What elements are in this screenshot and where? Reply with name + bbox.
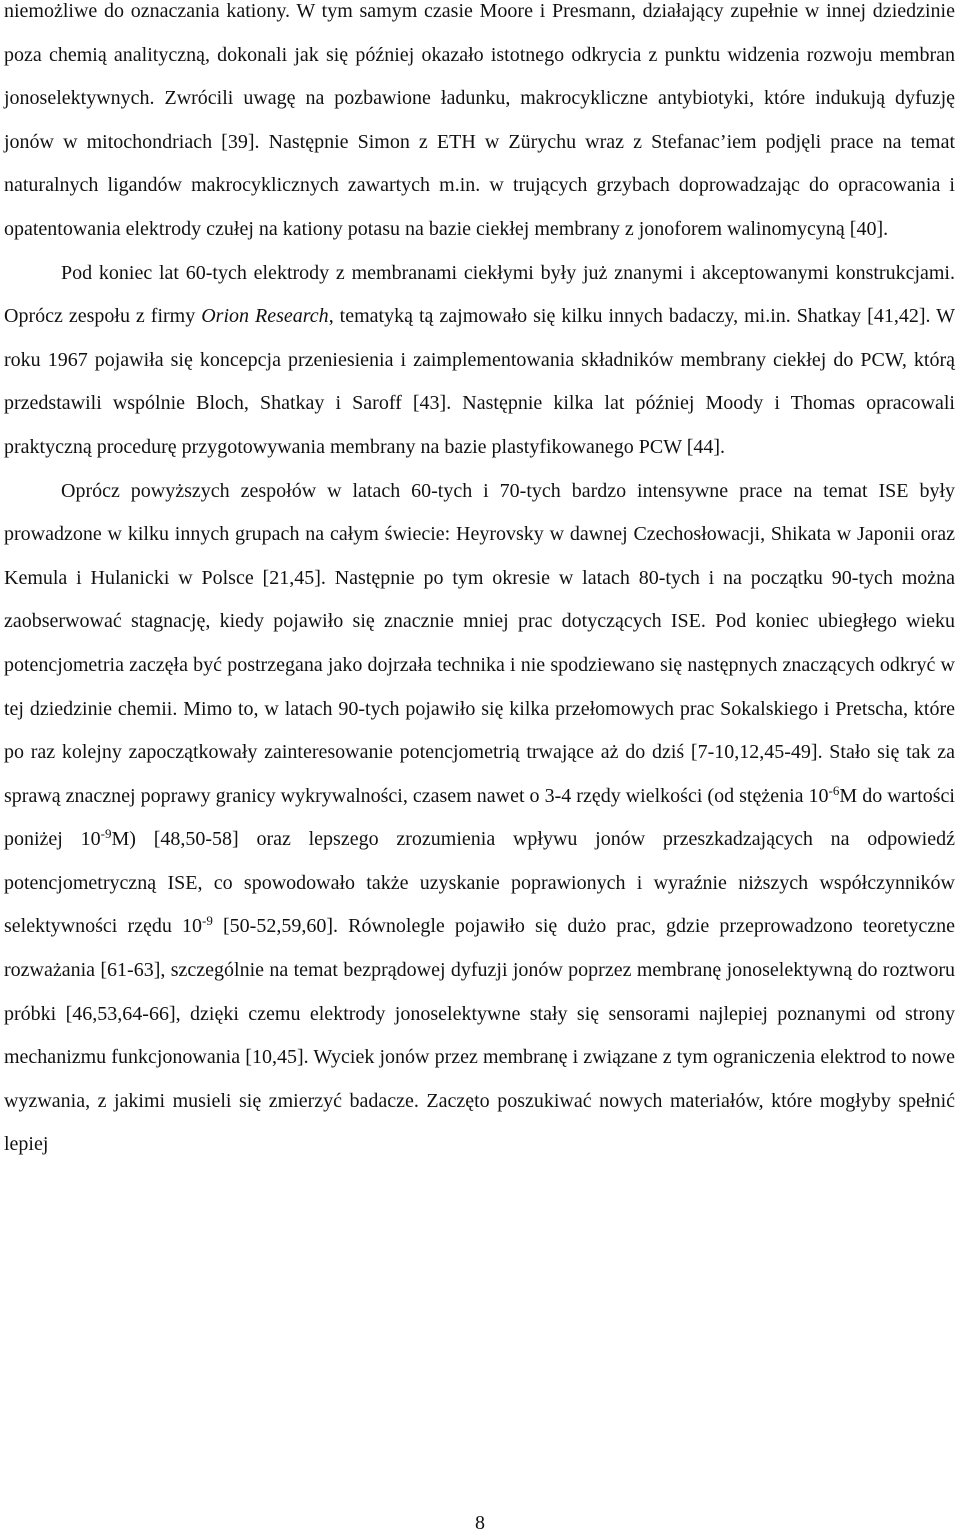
power-base-3: 10: [182, 915, 203, 938]
paragraph-1-text: niemożliwe do oznaczania kationy. W tym samym czasie Moore i Presmann, działający zupełnie w innej dziedzinie poza chemią analityczną, dokonali jak się później okazało istotnego odkrycia z punktu widzenia rozwoju membran jonoselektywnych. Zwrócili uwagę na pozbawione ładunku, makrocykliczne antybiotyki, które indukują dyfuzję jonów w mitochondriach [39]. Następnie Simon z ETH w Zürychu wraz z Stefanac’iem podjęli prace na temat naturalnych ligandów makrocyklicznych zawartych m.in. w trujących grzybach doprowadzając do opracowania i opatentowania elektrody czułej na kationy potasu na bazie ciekłej membrany z jonoforem walinomycyną [40].: [4, 0, 955, 240]
exponent-3: -9: [202, 913, 213, 929]
exponent-1: -6: [828, 782, 840, 798]
exponent-2: -9: [100, 826, 112, 842]
paragraph-3-text-c: M) [48,50-58] oraz lepszego zrozumienia wpływu jonów przeszkadzających na odpowiedź potencjometryczną ISE, co spowodowało także uzyskanie poprawionych i wyraźnie niższych współczynników selektywności rzędu: [4, 828, 955, 938]
power-base-2: 10: [80, 828, 101, 851]
paragraph-2-text-a: Pod koniec lat 60-tych elektrody z membranami ciekłymi były już znanymi i akceptowanymi konstrukcjami. Oprócz zespołu z firmy: [4, 261, 955, 328]
paragraph-1: [4, 0, 955, 252]
paragraph-2: [4, 252, 955, 470]
power-base-1: 10: [808, 784, 829, 807]
paragraph-3-text-d: [50-52,59,60]. Równolegle pojawiło się dużo prac, gdzie przeprowadzono teoretyczne rozważania [61-63], szczególnie na temat bezprądowej dyfuzji jonów poprzez membranę jonoselektywną do roztworu próbki [46,53,64-66], dzięki czemu elektrody jonoselektywne stały się sensorami najlepiej poznanymi od strony mechanizmu funkcjonowania [10,45]. Wyciek jonów przez membranę i związane z tym ograniczenia elektrod to nowe wyzwania, z jakimi musieli się zmierzyć badacze. Zaczęto poszukiwać nowych materiałów, które mogłyby spełnić lepiej: [4, 915, 955, 1156]
company-name-italic: Orion Research: [201, 305, 329, 328]
paragraph-3: [4, 470, 955, 1168]
paragraph-3-text-b: M do wartości poniżej: [4, 784, 955, 851]
page-number: 8: [475, 1512, 485, 1534]
paragraph-3-text-a: Oprócz powyższych zespołów w latach 60-tych i 70-tych bardzo intensywne prace na temat ISE były prowadzone w kilku innych grupach na całym świecie: Heyrovsky w dawnej Czechosłowacji, Shikata w Japonii oraz Kemula i Hulanicki w Polsce [21,45]. Następnie po tym okresie w latach 80-tych i na początku 90-tych można zaobserwować stagnację, kiedy pojawiło się znacznie mniej prac dotyczących ISE. Pod koniec ubiegłego wieku potencjometria zaczęła być postrzegana jako dojrzała technika i nie spodziewano się następnych znaczących odkryć w tej dziedzinie chemii. Mimo to, w latach 90-tych pojawiło się kilka przełomowych prac Sokalskiego i Pretscha, które po raz kolejny zapoczątkowały zainteresowanie potencjometrią trwające aż do dziś [7-10,12,45-49]. Stało się tak za sprawą znacznej poprawy granicy wykrywalności, czasem nawet o 3-4 rzędy wielkości (od stężenia: [4, 479, 955, 807]
paragraph-2-text-b: , tematyką tą zajmowało się kilku innych badaczy, mi.in. Shatkay [41,42]. W roku 1967 pojawiła się koncepcja przeniesienia i zaimplementowania składników membrany ciekłej do PCW, którą przedstawili wspólnie Bloch, Shatkay i Saroff [43]. Następnie kilka lat później Moody i Thomas opracowali praktyczną procedurę przygotowywania membrany na bazie plastyfikowanego PCW [44].: [4, 305, 955, 458]
document-page: [4, 0, 955, 1167]
